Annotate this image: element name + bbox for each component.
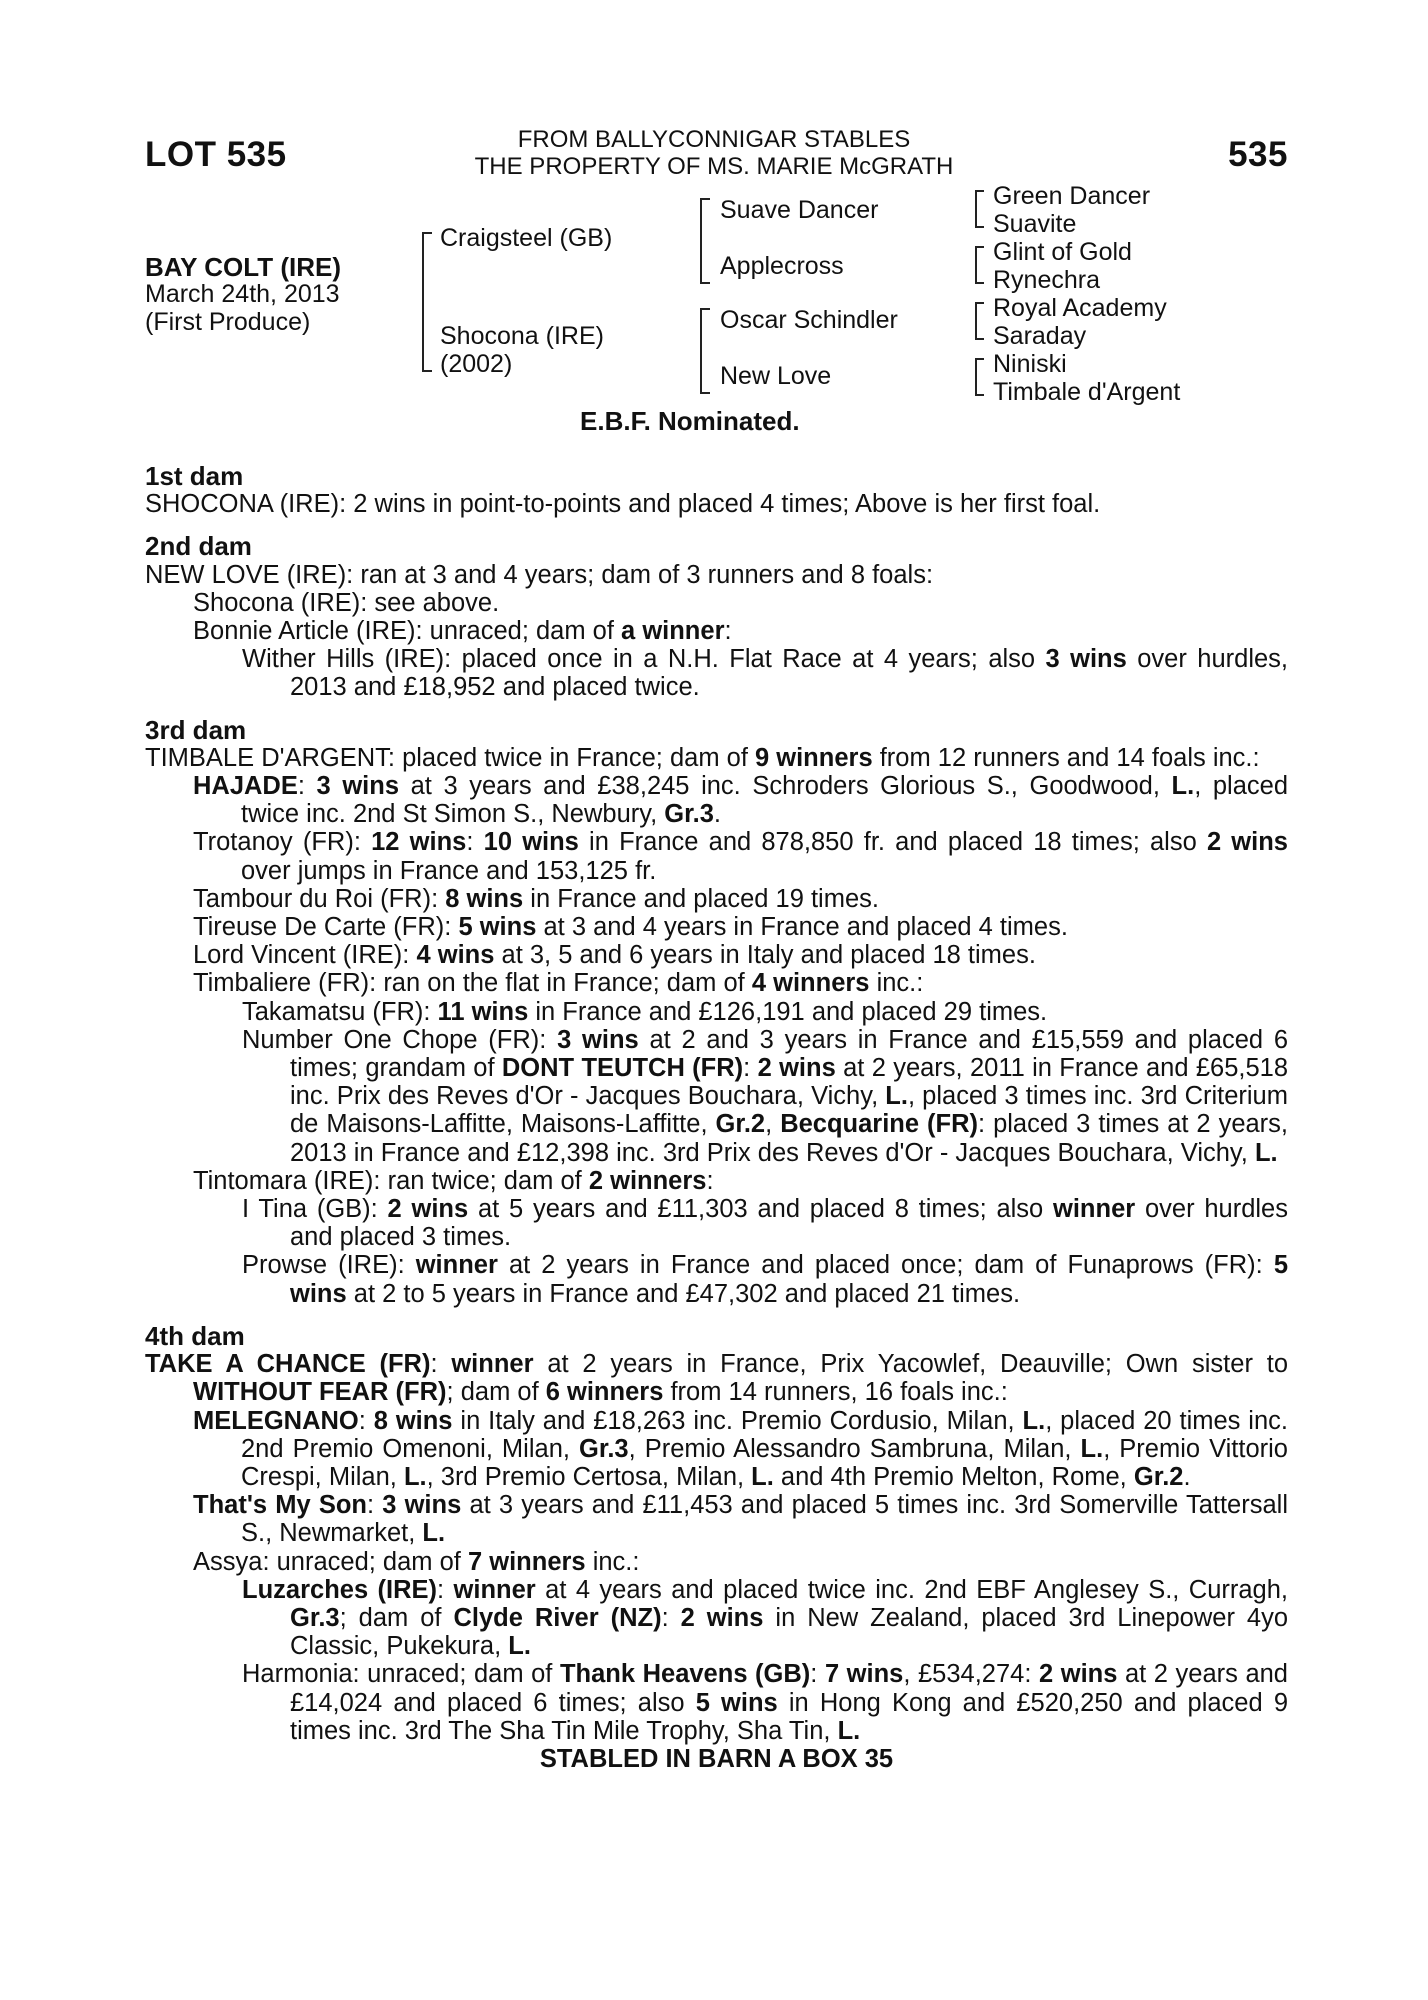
pedigree-bracket xyxy=(975,246,984,284)
pedigree-name: Applecross xyxy=(720,252,844,280)
lot-number-right: 535 xyxy=(1228,135,1288,174)
produce-entry: MELEGNANO: 8 wins in Italy and £18,263 inc. Premio Cordusio, Milan, L., placed 20 times inc. 2nd Premio Omenoni, Milan, Gr.3, Premio Alessandro Sambruna, Milan, L., Premio Vittorio Crespi, Milan, L., 3rd Premio Certosa, Milan, L. and 4th Premio Melton, Rome, Gr.2. xyxy=(193,1406,1288,1491)
produce-entry: Wither Hills (IRE): placed once in a N.H. Flat Race at 4 years; also 3 wins over hurdles, 2013 and £18,952 and placed twice. xyxy=(242,645,1289,702)
pedigree-name: Suavite xyxy=(993,210,1077,238)
produce-entry: I Tina (GB): 2 wins at 5 years and £11,303 and placed 8 times; also winner over hurdles and placed 3 times. xyxy=(242,1195,1288,1252)
pedigree-name: Oscar Schindler xyxy=(720,306,898,334)
pedigree-dam-year: (2002) xyxy=(440,350,513,378)
produce-note: (First Produce) xyxy=(145,308,311,336)
pedigree-name: New Love xyxy=(720,362,832,390)
pedigree-name: Saraday xyxy=(993,322,1087,350)
produce-entry: HAJADE: 3 wins at 3 years and £38,245 inc. Schroders Glorious S., Goodwood, L., placed twice inc. 2nd St Simon S., Newbury, Gr.3. xyxy=(193,772,1289,829)
pedigree-name: Suave Dancer xyxy=(720,196,879,224)
ebf-nomination: E.B.F. Nominated. xyxy=(580,406,800,436)
consignor-line: FROM BALLYCONNIGAR STABLES xyxy=(517,126,911,153)
pedigree-bracket xyxy=(422,232,432,372)
dam-entry: TIMBALE D'ARGENT: placed twice in France; dam of 9 winners from 12 runners and 14 foals inc.: xyxy=(145,743,1260,772)
pedigree-dam: Shocona (IRE) xyxy=(440,322,604,350)
produce-entry: Tambour du Roi (FR): 8 wins in France and placed 19 times. xyxy=(193,884,879,913)
produce-entry: Shocona (IRE): see above. xyxy=(193,588,500,617)
dam-entry: NEW LOVE (IRE): ran at 3 and 4 years; dam of 3 runners and 8 foals: xyxy=(145,560,934,589)
stabling-note: STABLED IN BARN A BOX 35 xyxy=(539,1744,894,1773)
pedigree-name: Glint of Gold xyxy=(993,238,1132,266)
pedigree-bracket xyxy=(975,190,984,228)
pedigree-name: Timbale d'Argent xyxy=(993,378,1181,406)
pedigree-name: Royal Academy xyxy=(993,294,1167,322)
section-heading: 1st dam xyxy=(145,461,244,491)
produce-entry: Takamatsu (FR): 11 wins in France and £126,191 and placed 29 times. xyxy=(242,997,1048,1026)
foaling-date: March 24th, 2013 xyxy=(145,280,340,308)
dam-entry: TAKE A CHANCE (FR): winner at 2 years in France, Prix Yacowlef, Deauville; Own sister to WITHOUT FEAR (FR); dam of 6 winners from 14 runners, 16 foals inc.: xyxy=(145,1350,1288,1407)
produce-entry: Bonnie Article (IRE): unraced; dam of a winner: xyxy=(193,617,732,646)
produce-entry: Harmonia: unraced; dam of Thank Heavens (GB): 7 wins, £534,274: 2 wins at 2 years and £14,024 and placed 6 times; also 5 wins in Hong Kong and £520,250 and placed 9 times inc. 3rd The Sha Tin Mile Trophy, Sha Tin, L. xyxy=(242,1660,1288,1745)
horse-title: BAY COLT (IRE) xyxy=(145,252,341,282)
produce-entry: Tireuse De Carte (FR): 5 wins at 3 and 4 years in France and placed 4 times. xyxy=(193,913,1068,942)
pedigree-bracket xyxy=(975,358,984,396)
consignor-line: THE PROPERTY OF MS. MARIE McGRATH xyxy=(474,153,954,180)
pedigree-bracket xyxy=(700,308,710,394)
produce-entry: Assya: unraced; dam of 7 winners inc.: xyxy=(193,1547,640,1576)
produce-entry: Timbaliere (FR): ran on the flat in France; dam of 4 winners inc.: xyxy=(193,969,924,998)
pedigree-name: Green Dancer xyxy=(993,182,1151,210)
catalogue-body xyxy=(145,462,1288,1773)
produce-entry: Lord Vincent (IRE): 4 wins at 3, 5 and 6 years in Italy and placed 18 times. xyxy=(193,941,1036,970)
pedigree-bracket xyxy=(975,302,984,340)
section-heading: 2nd dam xyxy=(145,531,252,562)
pedigree-name: Niniski xyxy=(993,350,1067,378)
produce-entry: That's My Son: 3 wins at 3 years and £11,453 and placed 5 times inc. 3rd Somerville Tattersall S., Newmarket, L. xyxy=(193,1491,1288,1548)
produce-entry: Prowse (IRE): winner at 2 years in France and placed once; dam of Funaprows (FR): 5 wins at 2 to 5 years in France and £47,302 and placed 21 times. xyxy=(242,1251,1288,1308)
produce-entry: Number One Chope (FR): 3 wins at 2 and 3 years in France and £15,559 and placed 6 times; grandam of DONT TEUTCH (FR): 2 wins at 2 years, 2011 in France and £65,518 inc. Prix des Reves d'Or - Jacques Bouchara, Vichy, L., placed 3 times inc. 3rd Criterium de Maisons-Laffitte, Maisons-Laffitte, Gr.2, Becquarine (FR): placed 3 times at 2 years, 2013 in France and £12,398 inc. 3rd Prix des Reves d'Or - Jacques Bouchara, Vichy, L. xyxy=(242,1025,1289,1167)
consignor xyxy=(364,126,1064,180)
dam-entry: SHOCONA (IRE): 2 wins in point-to-points and placed 4 times; Above is her first foal. xyxy=(145,490,1101,519)
produce-entry: Tintomara (IRE): ran twice; dam of 2 winners: xyxy=(193,1166,714,1195)
lot-number: LOT 535 xyxy=(145,135,287,174)
pedigree-name: Rynechra xyxy=(993,266,1100,294)
produce-entry: Trotanoy (FR): 12 wins: 10 wins in France and 878,850 fr. and placed 18 times; also 2 wins over jumps in France and 153,125 fr. xyxy=(193,828,1288,885)
pedigree-sire: Craigsteel (GB) xyxy=(440,224,613,252)
produce-entry: Luzarches (IRE): winner at 4 years and placed twice inc. 2nd EBF Anglesey S., Curragh, Gr.3; dam of Clyde River (NZ): 2 wins in New Zealand, placed 3rd Linepower 4yo Classic, Pukekura, L. xyxy=(242,1575,1289,1661)
section-heading: 3rd dam xyxy=(145,714,247,745)
pedigree-bracket xyxy=(700,198,710,284)
section-heading: 4th dam xyxy=(145,1320,245,1351)
